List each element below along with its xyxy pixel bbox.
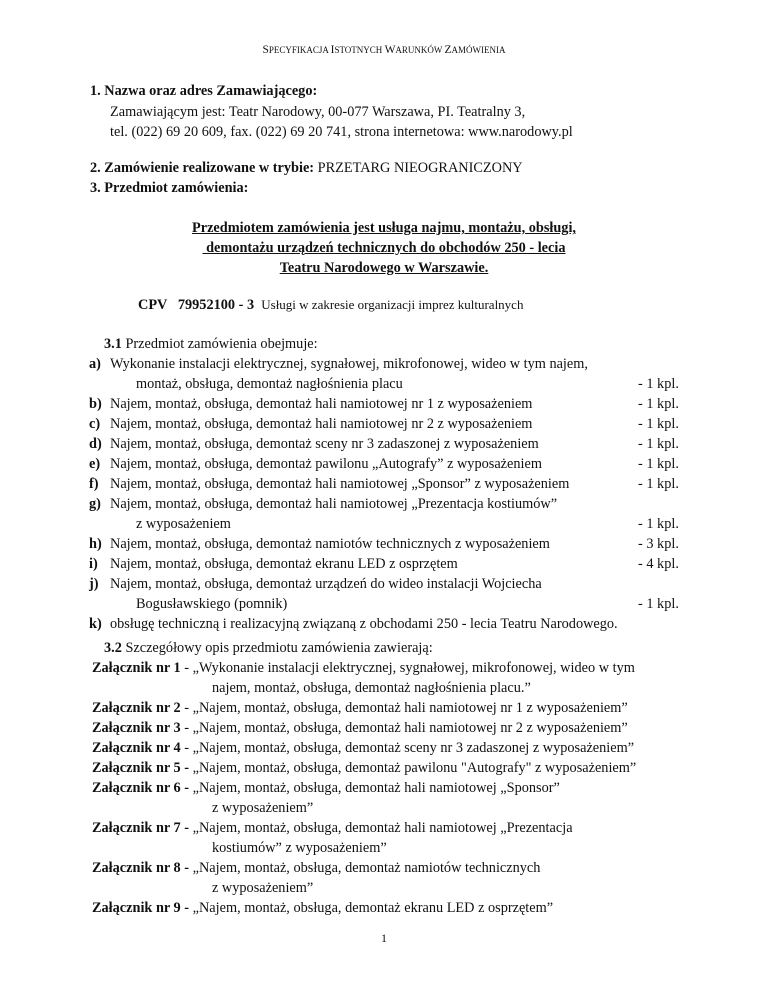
scope-item-text: Najem, montaż, obsługa, demontaż namiotów technicznych z wyposażeniem — [110, 536, 550, 552]
section-3-2-title: 3.2 Szczegółowy opis przedmiotu zamówienia zawierają: — [104, 640, 433, 656]
scope-item-text-cont: z wyposażeniem — [136, 516, 231, 532]
attachment-title-cont: z wyposażeniem” — [212, 800, 314, 816]
scope-item-letter: h) — [89, 536, 102, 552]
scope-item-text: Najem, montaż, obsługa, demontaż sceny nr 3 zadaszonej z wyposażeniem — [110, 436, 539, 452]
attachment-title: „Najem, montaż, obsługa, demontaż pawilonu "Autografy" z wyposażeniem” — [189, 760, 637, 776]
attachment-line — [92, 738, 634, 758]
attachment-title: „Najem, montaż, obsługa, demontaż hali namiotowej „Sponsor” — [189, 780, 560, 796]
scope-item-text-cont: montaż, obsługa, demontaż nagłośnienia placu — [136, 376, 403, 392]
scope-item-text: obsługę techniczną i realizacyjną związaną z obchodami 250 - lecia Teatru Narodowego. — [110, 616, 618, 632]
scope-item-qty: - 1 kpl. — [638, 436, 679, 452]
scope-item-qty: - 1 kpl. — [638, 376, 679, 392]
scope-item-letter: k) — [89, 616, 102, 632]
cpv-line: CPV 79952100 - 3 Usługi w zakresie organizacji imprez kulturalnych — [138, 297, 524, 313]
scope-item-qty: - 4 kpl. — [638, 556, 679, 572]
section-3-1-title: 3.1 Przedmiot zamówienia obejmuje: — [104, 336, 318, 352]
attachment-label: Załącznik nr 9 - — [92, 900, 190, 916]
attachment-title: „Najem, montaż, obsługa, demontaż ekranu LED z osprzętem” — [189, 900, 554, 916]
attachment-line — [92, 898, 553, 918]
scope-item-text-cont: Bogusławskiego (pomnik) — [136, 596, 288, 612]
scope-item-letter: j) — [89, 576, 99, 592]
scope-item-letter: e) — [89, 456, 101, 472]
attachment-line — [92, 698, 628, 718]
scope-item-qty: - 3 kpl. — [638, 536, 679, 552]
scope-item-qty: - 1 kpl. — [638, 596, 679, 612]
attachment-title-cont: z wyposażeniem” — [212, 880, 314, 896]
attachment-line — [92, 658, 635, 678]
subject-line-1: Przedmiotem zamówienia jest usługa najmu, montażu, obsługi, — [191, 220, 576, 236]
attachment-line — [92, 858, 540, 878]
scope-item-qty: - 1 kpl. — [638, 476, 679, 492]
attachment-line — [92, 818, 573, 838]
scope-item-letter: a) — [89, 356, 101, 372]
scope-item-text: Najem, montaż, obsługa, demontaż hali namiotowej „Sponsor” z wyposażeniem — [110, 476, 570, 492]
scope-item-qty: - 1 kpl. — [638, 396, 679, 412]
attachment-title-cont: najem, montaż, obsługa, demontaż nagłośnienia placu.” — [212, 680, 531, 696]
section-1-line-2: tel. (022) 69 20 609, fax. (022) 69 20 741, strona internetowa: www.narodowy.pl — [110, 124, 573, 140]
attachment-title: - „Najem, montaż, obsługa, demontaż hali namiotowej nr 2 z wyposażeniem” — [180, 720, 628, 736]
subject-line-3: Teatru Narodowego w Warszawie. — [279, 260, 489, 276]
attachment-line — [92, 718, 628, 738]
scope-item-letter: b) — [89, 396, 102, 412]
scope-item-text: Najem, montaż, obsługa, demontaż hali namiotowej nr 2 z wyposażeniem — [110, 416, 533, 432]
subject-line-2: demontażu urządzeń technicznych do obchodów 250 - lecia — [202, 240, 566, 256]
page-number: 1 — [381, 931, 387, 945]
scope-item-text: Najem, montaż, obsługa, demontaż hali namiotowej nr 1 z wyposażeniem — [110, 396, 533, 412]
attachment-label: Załącznik nr 3 — [92, 720, 181, 736]
section-3-title: 3. Przedmiot zamówienia: — [90, 180, 249, 196]
attachment-line — [92, 778, 560, 798]
scope-item-letter: i) — [89, 556, 98, 572]
attachment-label: Załącznik nr 7 - — [92, 820, 190, 836]
attachment-title: „Najem, montaż, obsługa, demontaż namiotów technicznych — [189, 860, 541, 876]
attachment-line — [92, 758, 636, 778]
scope-item-letter: c) — [89, 416, 101, 432]
attachment-title-cont: kostiumów” z wyposażeniem” — [212, 840, 387, 856]
attachment-label: Załącznik nr 6 - — [92, 780, 190, 796]
scope-item-text: Wykonanie instalacji elektrycznej, sygnałowej, mikrofonowej, wideo w tym najem, — [110, 356, 588, 372]
scope-item-qty: - 1 kpl. — [638, 416, 679, 432]
scope-item-text: Najem, montaż, obsługa, demontaż pawilonu „Autografy” z wyposażeniem — [110, 456, 542, 472]
scope-item-letter: f) — [89, 476, 99, 492]
attachment-title: „Najem, montaż, obsługa, demontaż hali namiotowej „Prezentacja — [189, 820, 573, 836]
attachment-label: Załącznik nr 5 - — [92, 760, 190, 776]
section-1-line-1: Zamawiającym jest: Teatr Narodowy, 00-077 Warszawa, PI. Teatralny 3, — [110, 104, 526, 120]
attachment-title: - „Najem, montaż, obsługa, demontaż sceny nr 3 zadaszonej z wyposażeniem” — [180, 740, 635, 756]
scope-item-text: Najem, montaż, obsługa, demontaż ekranu LED z osprzętem — [110, 556, 458, 572]
scope-item-qty: - 1 kpl. — [638, 516, 679, 532]
scope-item-text: Najem, montaż, obsługa, demontaż hali namiotowej „Prezentacja kostiumów” — [110, 496, 558, 512]
document-header: SPECYFIKACJA ISTOTNYCH WARUNKÓW ZAMÓWIENIA — [262, 44, 506, 56]
scope-item-qty: - 1 kpl. — [638, 456, 679, 472]
attachment-label: Załącznik nr 2 — [92, 700, 181, 716]
scope-item-letter: g) — [89, 496, 101, 512]
scope-item-letter: d) — [89, 436, 102, 452]
attachment-title: - „Najem, montaż, obsługa, demontaż hali namiotowej nr 1 z wyposażeniem” — [180, 700, 628, 716]
attachment-title: - „Wykonanie instalacji elektrycznej, sygnałowej, mikrofonowej, wideo w tym — [180, 660, 635, 676]
section-1-title: 1. Nazwa oraz adres Zamawiającego: — [90, 83, 318, 99]
section-2: 2. Zamówienie realizowane w trybie: PRZETARG NIEOGRANICZONY — [90, 160, 523, 176]
attachment-label: Załącznik nr 1 — [92, 660, 181, 676]
scope-item-text: Najem, montaż, obsługa, demontaż urządzeń do wideo instalacji Wojciecha — [110, 576, 542, 592]
attachment-label: Załącznik nr 8 - — [92, 860, 190, 876]
attachment-label: Załącznik nr 4 — [92, 740, 181, 756]
